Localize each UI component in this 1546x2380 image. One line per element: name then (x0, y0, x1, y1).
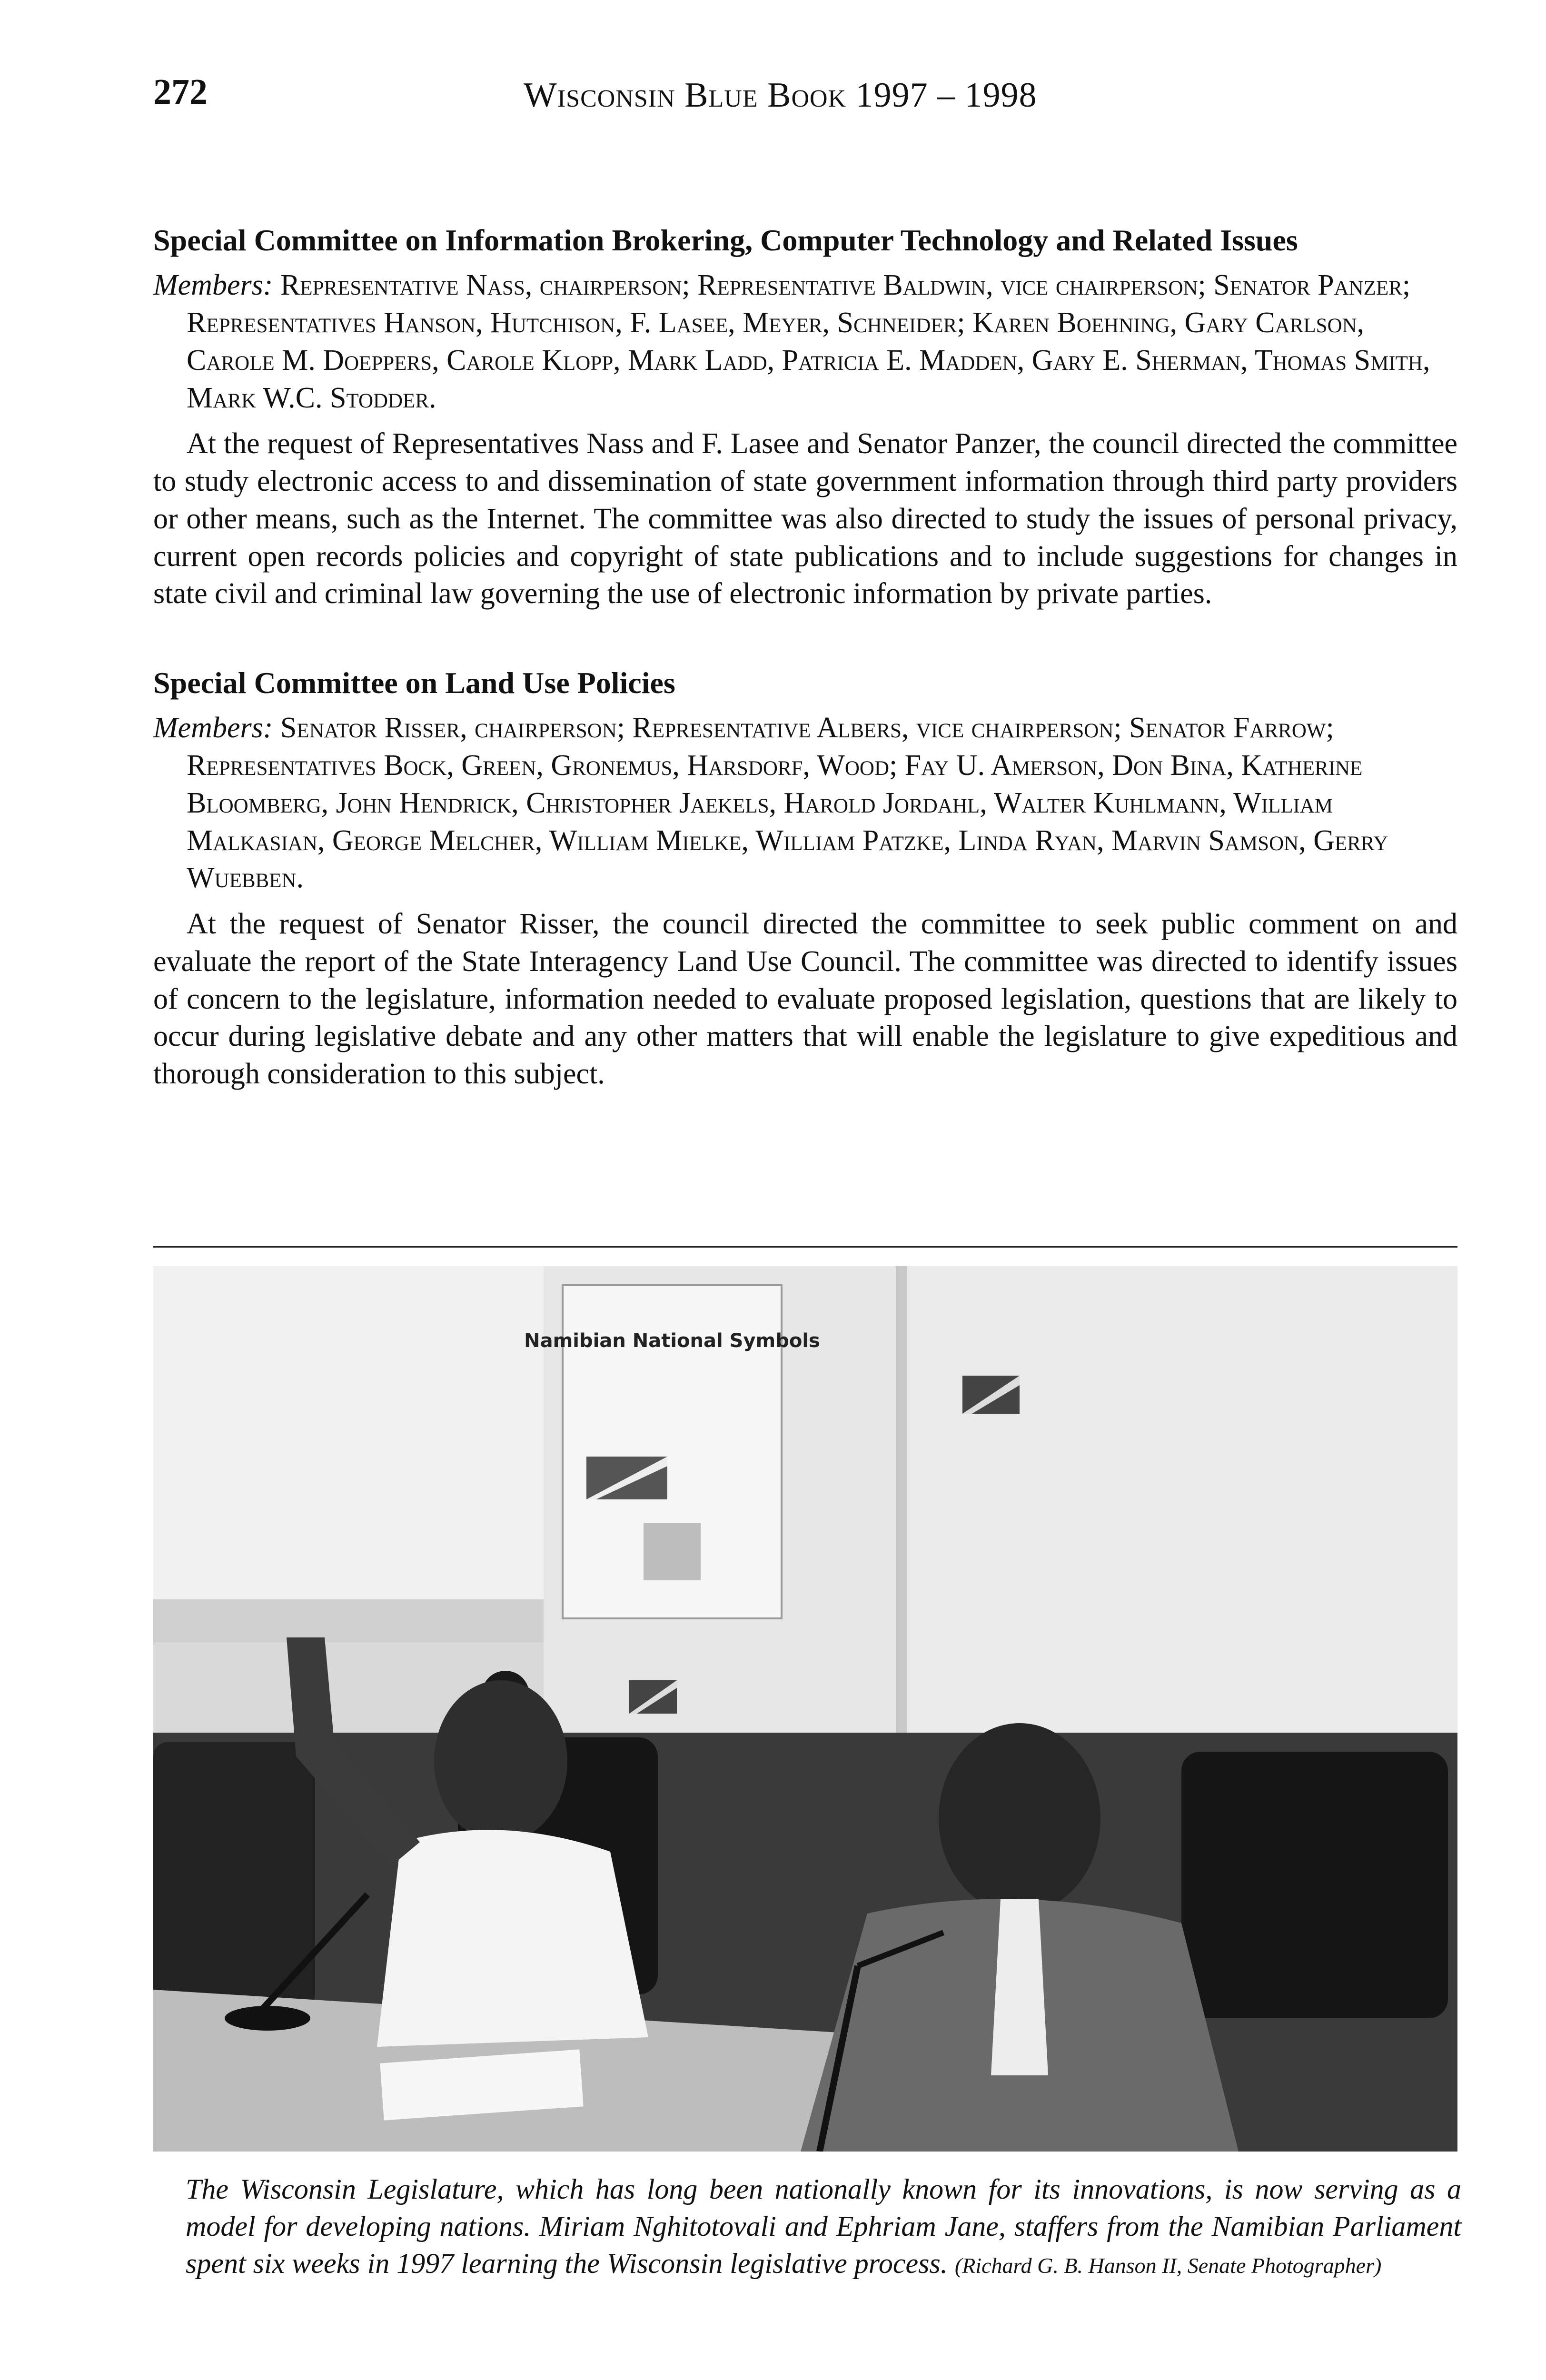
namibian-poster (524, 1285, 820, 1618)
running-head: Wisconsin Blue Book 1997 – 1998 (524, 76, 1037, 115)
section-heading: Special Committee on Land Use Policies (153, 666, 675, 700)
namibian-flag-icon (629, 1680, 677, 1714)
page-number: 272 (153, 72, 208, 112)
caption-text: The Wisconsin Legislature, which has long been nationally known for its innovations, is now serving as a model for developing nations. Miriam Nghitotovali and Ephriam Jane, staffers from the Namibian Parliament spent six weeks in 1997 learning the Wisconsin legislative process. (186, 2173, 1461, 2279)
committee-section-info-brokering (153, 224, 1457, 613)
members-list (153, 709, 1457, 897)
section-heading: Special Committee on Information Brokering, Computer Technology and Related Issues (153, 223, 1298, 257)
members-label: Members: (153, 269, 273, 302)
committee-section-land-use (153, 666, 1457, 1093)
members-label: Members: (153, 712, 273, 744)
namibian-flag-icon (962, 1376, 1020, 1414)
divider-rule (153, 1246, 1457, 1248)
members-names: Senator Risser, chairperson; Representative Albers, vice chairperson; Senator Farrow; Representatives Bock, Green, Gronemus, Harsdorf, Wood; Fay U. Amerson, Don Bina, Katherine Bloomberg, John Hendrick, Christopher Jaekels, Harold Jordahl, Walter Kuhlmann, William Malkasian, George Melcher, William Mielke, William Patzke, Linda Ryan, Marvin Samson, Gerry Wuebben. (187, 712, 1388, 894)
section-paragraph: At the request of Representatives Nass and F. Lasee and Senator Panzer, the council directed the committee to study electronic access to and dissemination of state government information through third party providers or other means, such as the Internet. The committee was also directed to study the issues of personal privacy, current open records policies and copyright of state publications and to include suggestions for changes in state civil and criminal law governing the use of electronic information by private parties. (153, 427, 1457, 610)
members-list (153, 267, 1457, 416)
photo-caption (186, 2171, 1461, 2282)
photo-illustration (153, 1266, 1457, 2152)
legislature-photo (153, 1266, 1457, 2152)
members-names: Representative Nass, chairperson; Representative Baldwin, vice chairperson; Senator Panzer; Representatives Hanson, Hutchison, F. Lasee, Meyer, Schneider; Karen Boehning, Gary Carlson, Carole M. Doeppers, Carole Klopp, Mark Ladd, Patricia E. Madden, Gary E. Sherman, Thomas Smith, Mark W.C. Stodder. (187, 269, 1430, 414)
photo-credit: (Richard G. B. Hanson II, Senate Photographer) (954, 2253, 1382, 2278)
section-paragraph: At the request of Senator Risser, the council directed the committee to seek public comment on and evaluate the report of the State Interagency Land Use Council. The committee was directed to identify issues of concern to the legislature, information needed to evaluate proposed legislation, questions that are likely to occur during legislative debate and any other matters that will enable the legislature to give expeditious and thorough consideration to this subject. (153, 908, 1457, 1090)
poster-title: Namibian National Symbols (524, 1330, 820, 1352)
